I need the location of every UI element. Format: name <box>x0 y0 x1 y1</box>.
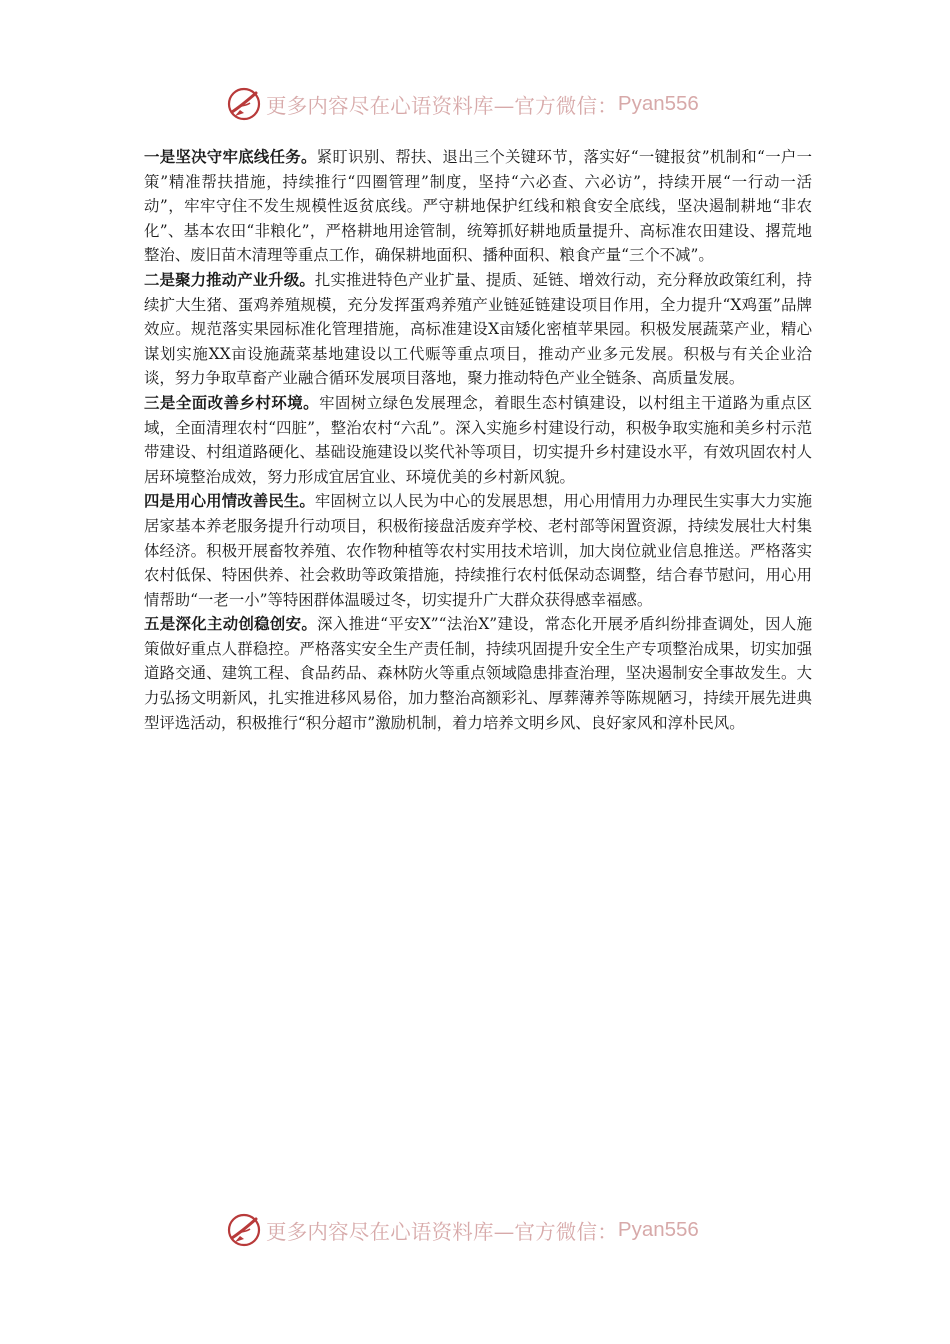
paragraph-1 <box>144 145 812 268</box>
paragraph-3-heading: 三是全面改善乡村环境。 <box>144 393 320 412</box>
header-banner <box>226 84 726 124</box>
banner-text: 更多内容尽在心语资料库—官方微信： <box>266 1220 618 1244</box>
paragraph-2 <box>144 268 812 391</box>
paragraph-5-text: 深入推进“平安X”“法治X”建设，常态化开展矛盾纠纷排查调处，因人施策做好重点人群稳控。严格落实安全生产责任制，持续巩固提升安全生产专项整治成果，切实加强道路交通、建筑工程、食品药品、森林防火等重点领域隐患排查治理，坚决遏制安全事故发生。大力弘扬文明新风，扎实推进移风易俗，加力整治高额彩礼、厚葬薄养等陈规陋习，持续开展先进典型评选活动，积极推行“积分超市”激励机制，着力培养文明乡风、良好家风和淳朴民风。 <box>144 615 812 732</box>
paragraph-4 <box>144 489 812 612</box>
paragraph-2-text: 扎实推进特色产业扩量、提质、延链、增效行动，充分释放政策红利，持续扩大生猪、蛋鸡养殖规模，充分发挥蛋鸡养殖产业链延链建设项目作用，全力提升“X鸡蛋”品牌效应。规范落实果园标准化管理措施，高标准建设X亩矮化密植苹果园。积极发展蔬菜产业，精心谋划实施XX亩设施蔬菜基地建设以工代赈等重点项目，推动产业多元发展。积极与有关企业洽谈，努力争取草畜产业融合循环发展项目落地，聚力推动特色产业全链条、高质量发展。 <box>144 270 812 388</box>
pen-logo-icon <box>226 1212 262 1248</box>
paragraph-5 <box>144 612 812 735</box>
paragraph-1-heading: 一是坚决守牢底线任务。 <box>144 148 317 166</box>
paragraph-5-heading: 五是深化主动创稳创安。 <box>144 615 318 634</box>
paragraph-1-text: 紧盯识别、帮扶、退出三个关键环节，落实好“一键报贫”机制和“一户一策”精准帮扶措施，持续推行“四圈管理”制度，坚持“六必查、六必访”，持续开展“一行动一活动”，牢牢守住不发生规模性返贫底线。严守耕地保护红线和粮食安全底线，坚决遏制耕地“非农化”、基本农田“非粮化”，严格耕地用途管制，统筹抓好耕地质量提升、高标准农田建设、撂荒地整治、废旧苗木清理等重点工作，确保耕地面积、播种面积、粮食产量“三个不减”。 <box>144 148 812 265</box>
banner-wechat-handle: Pyan556 <box>617 1218 699 1241</box>
document-body <box>144 145 812 735</box>
pen-logo-icon <box>226 86 262 122</box>
footer-banner <box>226 1210 726 1250</box>
banner-text: 更多内容尽在心语资料库—官方微信： <box>266 94 618 118</box>
paragraph-4-heading: 四是用心用情改善民生。 <box>144 492 315 511</box>
banner-wechat-handle: Pyan556 <box>617 92 699 115</box>
paragraph-4-text: 牢固树立以人民为中心的发展思想，用心用情用力办理民生实事大力实施居家基本养老服务提升行动项目，积极衔接盘活废弃学校、老村部等闲置资源，持续发展壮大村集体经济。积极开展畜牧养殖、农作物种植等农村实用技术培训，加大岗位就业信息推送。严格落实农村低保、特困供养、社会救助等政策措施，持续推行农村低保动态调整，结合春节慰问，用心用情帮助“一老一小”等特困群体温暖过冬，切实提升广大群众获得感幸福感。 <box>144 492 812 609</box>
paragraph-3 <box>144 391 812 489</box>
paragraph-2-heading: 二是聚力推动产业升级。 <box>144 270 315 289</box>
paragraph-3-text: 牢固树立绿色发展理念，着眼生态村镇建设，以村组主干道路为重点区域，全面清理农村“四脏”，整治农村“六乱”。深入实施乡村建设行动，积极争取实施和美乡村示范带建设、村组道路硬化、基础设施建设以奖代补等项目，切实提升乡村建设水平，有效巩固农村人居环境整治成效，努力形成宜居宜业、环境优美的乡村新风貌。 <box>144 393 812 486</box>
